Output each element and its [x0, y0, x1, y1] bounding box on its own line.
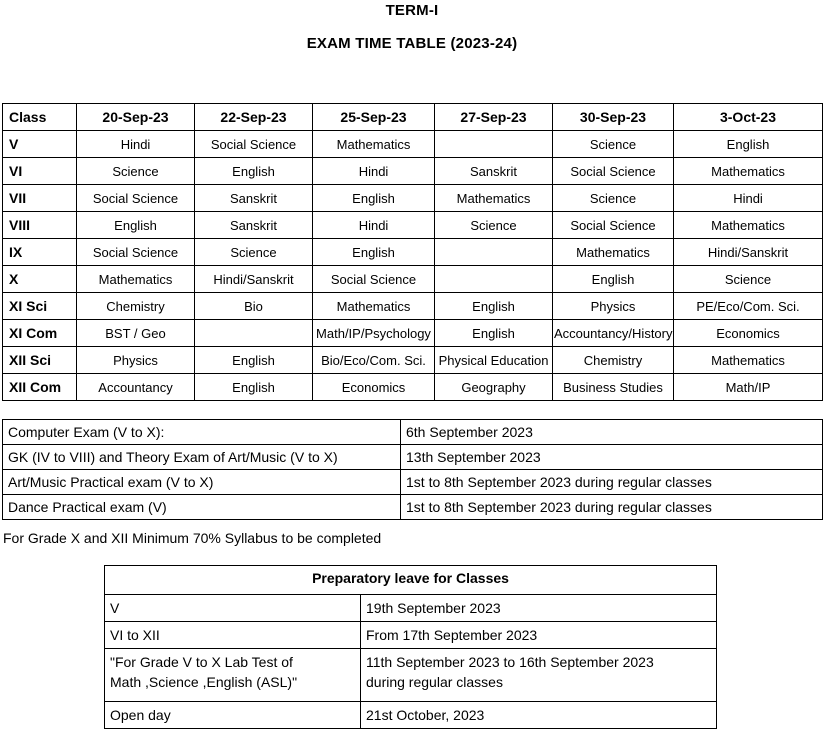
page-title-term: TERM-I [385, 2, 439, 19]
row-class-label: VIII [3, 212, 77, 239]
exam-cell: Math/IP [674, 374, 823, 401]
note-label: GK (IV to VIII) and Theory Exam of Art/Music (V to X) [3, 445, 401, 470]
exam-cell: PE/Eco/Com. Sci. [674, 293, 823, 320]
table-row [3, 239, 823, 266]
exam-cell: English [195, 158, 313, 185]
exam-cell: Mathematics [674, 347, 823, 374]
exam-cell: Hindi [674, 185, 823, 212]
preparatory-leave-header: Preparatory leave for Classes [105, 566, 717, 595]
exam-cell: Mathematics [674, 212, 823, 239]
row-class-label: XI Sci [3, 293, 77, 320]
exam-cell: Economics [313, 374, 435, 401]
table-row [3, 293, 823, 320]
exam-cell: Mathematics [313, 131, 435, 158]
syllabus-note: For Grade X and XII Minimum 70% Syllabus to be completed [3, 530, 382, 546]
preparatory-leave-table [104, 565, 717, 729]
table-row [3, 212, 823, 239]
exam-cell: Science [553, 131, 674, 158]
exam-cell: Physics [77, 347, 195, 374]
column-header-date-5: 30-Sep-23 [553, 104, 674, 131]
exam-cell: Math/IP/Psychology [313, 320, 435, 347]
preparatory-label-line-1: "For Grade V to X Lab Test of [110, 654, 293, 670]
exam-cell: Hindi/Sanskrit [674, 239, 823, 266]
timetable-header [3, 104, 823, 131]
row-class-label: V [3, 131, 77, 158]
exam-cell: Social Science [553, 212, 674, 239]
column-header-class: Class [3, 104, 77, 131]
timetable-header-row [3, 104, 823, 131]
exam-cell [435, 131, 553, 158]
table-row [105, 702, 717, 729]
preparatory-label-line-2: Math ,Science ,English (ASL)" [110, 674, 298, 690]
exam-cell: Chemistry [77, 293, 195, 320]
exam-cell: English [313, 185, 435, 212]
row-class-label: VII [3, 185, 77, 212]
note-label: Computer Exam (V to X): [3, 420, 401, 445]
preparatory-value-line-2: during regular classes [366, 674, 503, 690]
timetable-body [3, 131, 823, 401]
row-class-label: XI Com [3, 320, 77, 347]
exam-timetable-container [2, 103, 822, 401]
exam-cell: Mathematics [435, 185, 553, 212]
exam-cell: Social Science [553, 158, 674, 185]
table-row [105, 566, 717, 595]
note-value: 13th September 2023 [401, 445, 823, 470]
preparatory-value-line-1: 11th September 2023 to 16th September 2023 [366, 654, 654, 670]
exam-cell: Physical Education [435, 347, 553, 374]
table-row [3, 185, 823, 212]
preparatory-label [105, 649, 361, 702]
table-row [3, 158, 823, 185]
exam-cell: Chemistry [553, 347, 674, 374]
exam-cell: Hindi/Sanskrit [195, 266, 313, 293]
exam-cell [435, 266, 553, 293]
exam-cell: English [195, 347, 313, 374]
exam-cell: Science [77, 158, 195, 185]
table-row [105, 649, 717, 702]
exam-cell: Accountancy/History [553, 320, 674, 347]
column-header-date-6: 3-Oct-23 [674, 104, 823, 131]
exam-cell: English [195, 374, 313, 401]
exam-cell: Geography [435, 374, 553, 401]
additional-exams-table [2, 419, 823, 520]
row-class-label: XII Com [3, 374, 77, 401]
exam-timetable [2, 103, 823, 401]
preparatory-value: 21st October, 2023 [361, 702, 717, 729]
page-title-main: EXAM TIME TABLE (2023-24) [306, 35, 518, 52]
column-header-date-1: 20-Sep-23 [77, 104, 195, 131]
table-row [105, 622, 717, 649]
exam-cell: Hindi [77, 131, 195, 158]
exam-cell: English [77, 212, 195, 239]
exam-cell: English [674, 131, 823, 158]
exam-cell: Science [435, 212, 553, 239]
column-header-date-3: 25-Sep-23 [313, 104, 435, 131]
exam-cell [195, 320, 313, 347]
exam-cell: Sanskrit [435, 158, 553, 185]
exam-cell: Social Science [77, 185, 195, 212]
table-row [3, 347, 823, 374]
table-row [105, 595, 717, 622]
exam-cell: Sanskrit [195, 212, 313, 239]
exam-cell: Mathematics [553, 239, 674, 266]
exam-cell: English [313, 239, 435, 266]
table-row [3, 374, 823, 401]
row-class-label: XII Sci [3, 347, 77, 374]
preparatory-label: Open day [105, 702, 361, 729]
exam-cell: Social Science [77, 239, 195, 266]
exam-cell: Hindi [313, 158, 435, 185]
exam-cell: Bio/Eco/Com. Sci. [313, 347, 435, 374]
exam-cell: Science [195, 239, 313, 266]
exam-cell [435, 239, 553, 266]
exam-cell: Mathematics [674, 158, 823, 185]
exam-cell: Business Studies [553, 374, 674, 401]
preparatory-value [361, 649, 717, 702]
exam-cell: Mathematics [77, 266, 195, 293]
exam-cell: English [435, 320, 553, 347]
table-row [3, 131, 823, 158]
exam-cell: Economics [674, 320, 823, 347]
exam-cell: Sanskrit [195, 185, 313, 212]
exam-cell: BST / Geo [77, 320, 195, 347]
note-label: Art/Music Practical exam (V to X) [3, 470, 401, 495]
table-row [3, 320, 823, 347]
note-label: Dance Practical exam (V) [3, 495, 401, 520]
table-row [3, 420, 823, 445]
exam-cell: Bio [195, 293, 313, 320]
table-row [3, 445, 823, 470]
preparatory-label: V [105, 595, 361, 622]
table-row [3, 495, 823, 520]
exam-cell: Hindi [313, 212, 435, 239]
page-title-block [0, 0, 824, 53]
exam-cell: Mathematics [313, 293, 435, 320]
exam-cell: Accountancy [77, 374, 195, 401]
exam-cell: Physics [553, 293, 674, 320]
row-class-label: VI [3, 158, 77, 185]
column-header-date-2: 22-Sep-23 [195, 104, 313, 131]
column-header-date-4: 27-Sep-23 [435, 104, 553, 131]
exam-cell: English [553, 266, 674, 293]
preparatory-leave-container [104, 565, 716, 729]
preparatory-value: 19th September 2023 [361, 595, 717, 622]
preparatory-value: From 17th September 2023 [361, 622, 717, 649]
additional-exams-body [3, 420, 823, 520]
exam-cell: Social Science [313, 266, 435, 293]
row-class-label: IX [3, 239, 77, 266]
note-value: 1st to 8th September 2023 during regular classes [401, 470, 823, 495]
note-value: 6th September 2023 [401, 420, 823, 445]
preparatory-label: VI to XII [105, 622, 361, 649]
exam-cell: English [435, 293, 553, 320]
table-row [3, 266, 823, 293]
exam-cell: Science [674, 266, 823, 293]
note-value: 1st to 8th September 2023 during regular classes [401, 495, 823, 520]
table-row [3, 470, 823, 495]
row-class-label: X [3, 266, 77, 293]
exam-cell: Social Science [195, 131, 313, 158]
preparatory-leave-body [105, 566, 717, 729]
exam-cell: Science [553, 185, 674, 212]
additional-exams-container [2, 419, 822, 520]
